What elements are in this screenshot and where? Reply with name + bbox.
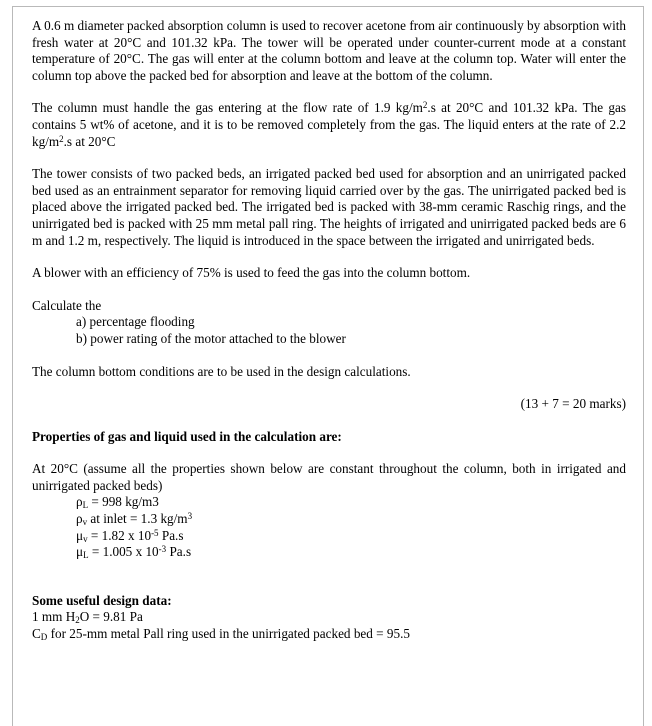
property-gas-density: $\rho_v$ at inlet = 1.3 $kg/m^3$ [76, 511, 193, 528]
design-data-heading: Some useful design data: [32, 592, 172, 608]
superscript-2: 2 [422, 100, 428, 111]
list-item-percentage-flooding: a) percentage flooding [76, 314, 195, 330]
property-gas-viscosity: $\mu_v = 1.82$ x $10^{-5}$ Pa.s [76, 527, 184, 544]
paragraph-design-conditions: The column bottom conditions are to be used in the design calculations. [32, 363, 411, 379]
paragraph-blower: A blower with an efficiency of 75% is used to feed the gas into the column bottom. [32, 265, 471, 281]
properties-heading: Properties of gas and liquid used in the calculation are: [32, 428, 342, 444]
paragraph-column-description: A 0.6 m diameter packed absorption column is used to recover acetone from air continuously by absorption with fresh water at 20°C and 101.32 kPa. The tower will be operated under counter-current mode at a constant temperature of 20°C. The gas will enter at the column bottom and leave at the column top. Water will enter the column top above the packed bed for absorption and leave at the bottom of the column. [32, 18, 626, 83]
property-liquid-density: $\rho_L = 998$ kg/m3 [76, 494, 159, 511]
calculation-list [32, 314, 626, 347]
marks-label: (13 + 7 = 20 marks) [520, 396, 626, 412]
list-item-power-rating: b) power rating of the motor attached to the blower [76, 330, 346, 346]
property-liquid-viscosity: $\mu_L = 1.005$ x $10^{-3}$ Pa.s [76, 544, 192, 561]
properties-intro: At 20°C (assume all the properties shown below are constant throughout the column, both in irrigated and unirrigated packed beds) [32, 461, 626, 493]
paragraph-flow-rates [32, 100, 626, 150]
properties-list [32, 494, 626, 560]
flow-rates-text-b: .s at 20°C and 101.32 kPa. The gas contains 5 wt% of acetone, and it is to be removed completely from the gas. The liquid enters at the rate of 2.2 kg/m [32, 100, 626, 149]
flow-rates-text-a: The column must handle the gas entering at the flow rate of 1.9 kg/m [32, 100, 423, 116]
superscript-2: 2 [59, 133, 64, 144]
document-page [12, 6, 644, 726]
design-data-packing-factor: $C_D$ for 25-mm metal Pall ring used in the unirrigated packed bed = 95.5 [32, 626, 410, 643]
flow-rates-text-c: .s at 20°C [63, 133, 116, 149]
calculate-intro: Calculate the [32, 297, 102, 313]
paragraph-packed-beds: The tower consists of two packed beds, an irrigated packed bed used for absorption and an unirrigated packed bed used as an entrainment separator for removing liquid carried over by the gas. The unirrigated packed bed is placed above the irrigated packed bed. The irrigated bed is packed with 38-mm ceramic Raschig rings, and the unirrigated bed is packed with 25 mm metal pall ring. The heights of irrigated and unirrigated packed beds are 6 m and 1.2 m, respectively. The liquid is introduced in the space between the irrigated and unirrigated beds. [32, 166, 626, 248]
design-data-pressure-conversion: 1 mm $H_2O = 9.81$ Pa [32, 609, 143, 626]
document-body [32, 18, 626, 643]
